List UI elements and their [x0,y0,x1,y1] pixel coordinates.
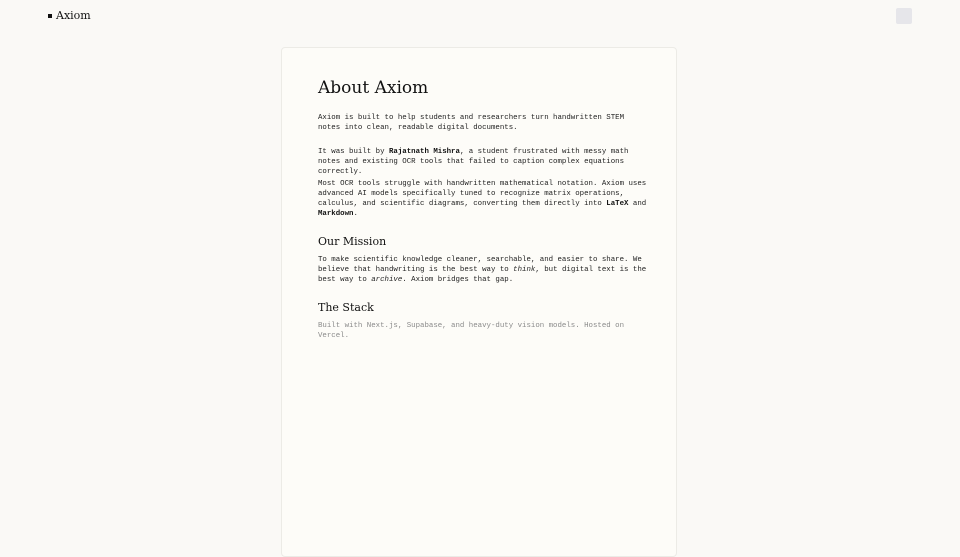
think-emphasis: think [513,266,536,274]
builder-name: Rajatnath Mishra [388,148,460,156]
brand-label: Axiom [56,9,91,22]
archive-emphasis: archive [371,276,403,284]
mission-text-before: To make scientific knowledge cleaner, searchable, and easier to share. We believe that handwriting is the best way to [318,256,642,274]
mission-text-middle: , but digital text is the best way to [318,266,647,284]
builder-text-before: It was built by [318,148,389,156]
mission-paragraph [318,255,648,285]
top-bar [0,0,960,32]
ocr-text-and: and [628,200,647,208]
intro-paragraph: Axiom is built to help students and researchers turn handwritten STEM notes into clean, readable digital documents. [318,114,625,132]
builder-text-after: , a student frustrated with messy math notes and existing OCR tools that failed to caption complex equations correctly. [318,148,629,176]
mission-text-after: . Axiom bridges that gap. [402,276,514,284]
ocr-text-before: Most OCR tools struggle with handwritten mathematical notation. Axiom uses advanced AI models specifically tuned to recognize matrix operations, calculus, and scientific diagrams, converting them directly into [318,180,647,208]
ocr-text-end: . [353,210,358,218]
menu-button[interactable] [896,8,912,24]
stack-paragraph: Built with Next.js, Supabase, and heavy-duty vision models. Hosted on Vercel. [318,322,625,340]
page-title: About Axiom [318,78,429,98]
ocr-paragraph [318,179,648,219]
brand-link[interactable] [48,9,91,22]
builder-paragraph [318,147,648,177]
mission-heading: Our Mission [318,235,387,248]
latex-term: LaTeX [606,200,629,208]
brand-square-icon [48,14,52,18]
stack-heading: The Stack [318,301,374,314]
about-card [281,47,677,557]
markdown-term: Markdown [318,210,354,218]
